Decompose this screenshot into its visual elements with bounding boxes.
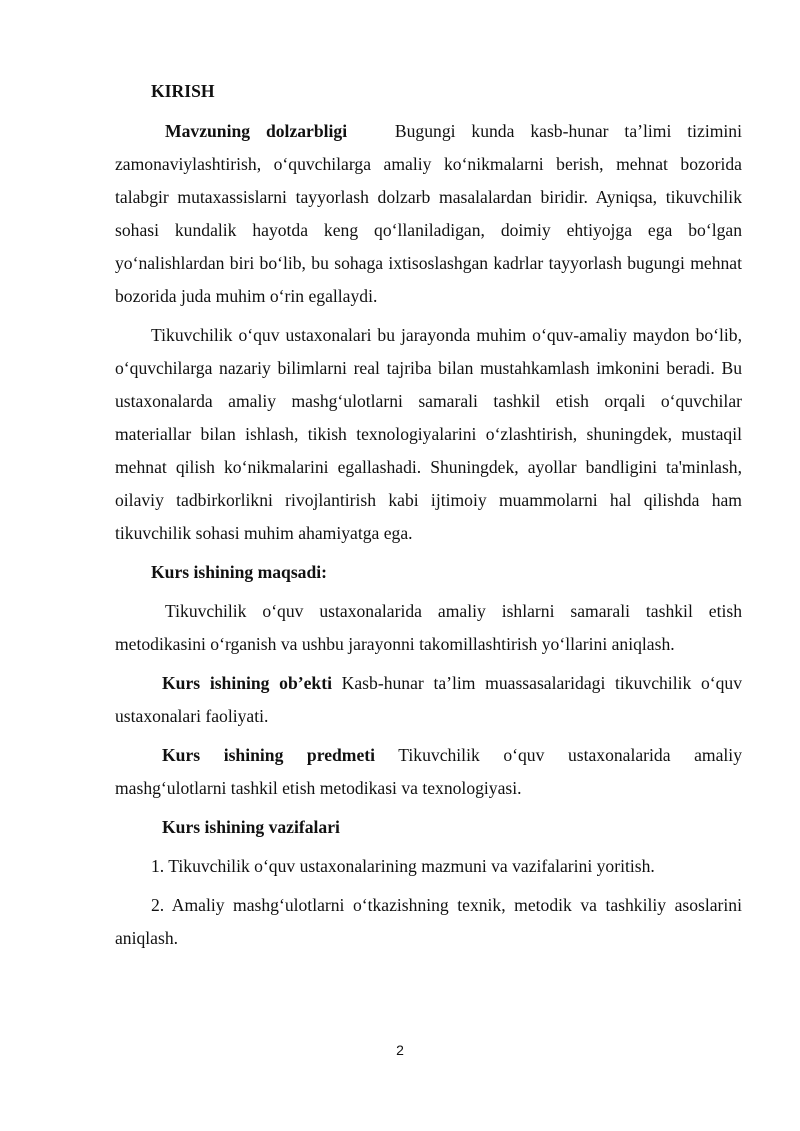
- relevance-paragraph: [115, 115, 742, 313]
- workshop-paragraph: Tikuvchilik o‘quv ustaxonalari bu jarayonda muhim o‘quv-amaliy maydon bo‘lib, o‘quvchilarga nazariy bilimlarni real tajriba bilan mustahkamlash imkonini beradi. Bu ustaxonalarda amaliy mashg‘ulotlarni samarali tashkil etish orqali o‘quvchilar materiallar bilan ishlash, tikish texnologiyalarini o‘zlashtirish, shuningdek, mustaqil mehnat qilish ko‘nikmalarini egallashadi. Shuningdek, ayollar bandligini ta'minlash, oilaviy tadbirkorlikni rivojlantirish kabi ijtimoiy muammolarni hal qilishda ham tikuvchilik sohasi muhim ahamiyatga ega.: [115, 325, 742, 543]
- tasks-label: Kurs ishining vazifalari: [162, 817, 340, 837]
- goal-label: Kurs ishining maqsadi:: [151, 562, 327, 582]
- goal-text: Tikuvchilik o‘quv ustaxonalarida amaliy ishlarni samarali tashkil etish metodikasini o‘rganish va ushbu jarayonni takomillashtirish yo‘llarini aniqlash.: [115, 601, 742, 654]
- object-label: Kurs ishining ob’ekti: [162, 673, 332, 693]
- relevance-label: Mavzuning dolzarbligi: [165, 121, 348, 141]
- subject-text: Tikuvchilik o‘quv ustaxonalarida amaliy mashg‘ulotlarni tashkil etish metodikasi va texnologiyasi.: [115, 745, 742, 798]
- task-item-2: 2. Amaliy mashg‘ulotlarni o‘tkazishning texnik, metodik va tashkiliy asoslarini aniqlash.: [115, 895, 742, 948]
- object-text: Kasb-hunar ta’lim muassasalaridagi tikuvchilik o‘quv ustaxonalari faoliyati.: [115, 673, 743, 726]
- subject-paragraph: [115, 739, 742, 805]
- section-heading: KIRISH: [151, 81, 215, 101]
- subject-label: Kurs ishining predmeti: [162, 745, 376, 765]
- relevance-text: Bugungi kunda kasb-hunar ta’limi tizimini zamonaviylashtirish, o‘quvchilarga amaliy ko‘nikmalarni berish, mehnat bozorida talabgir mutaxassislarni tayyorlash dolzarb masalalardan biridir. Ayniqsa, tikuvchilik sohasi kundalik hayotda keng qo‘llaniladigan, doimiy ehtiyojga ega bo‘lgan yo‘nalishlardan biri bo‘lib, bu sohaga ixtisoslashgan kadrlar tayyorlash bugungi mehnat bozorida juda muhim o‘rin egallaydi.: [115, 121, 742, 306]
- object-paragraph: [115, 667, 742, 733]
- task-item-1: 1. Tikuvchilik o‘quv ustaxonalarining mazmuni va vazifalarini yoritish.: [151, 856, 655, 876]
- page-number: 2: [396, 1042, 404, 1058]
